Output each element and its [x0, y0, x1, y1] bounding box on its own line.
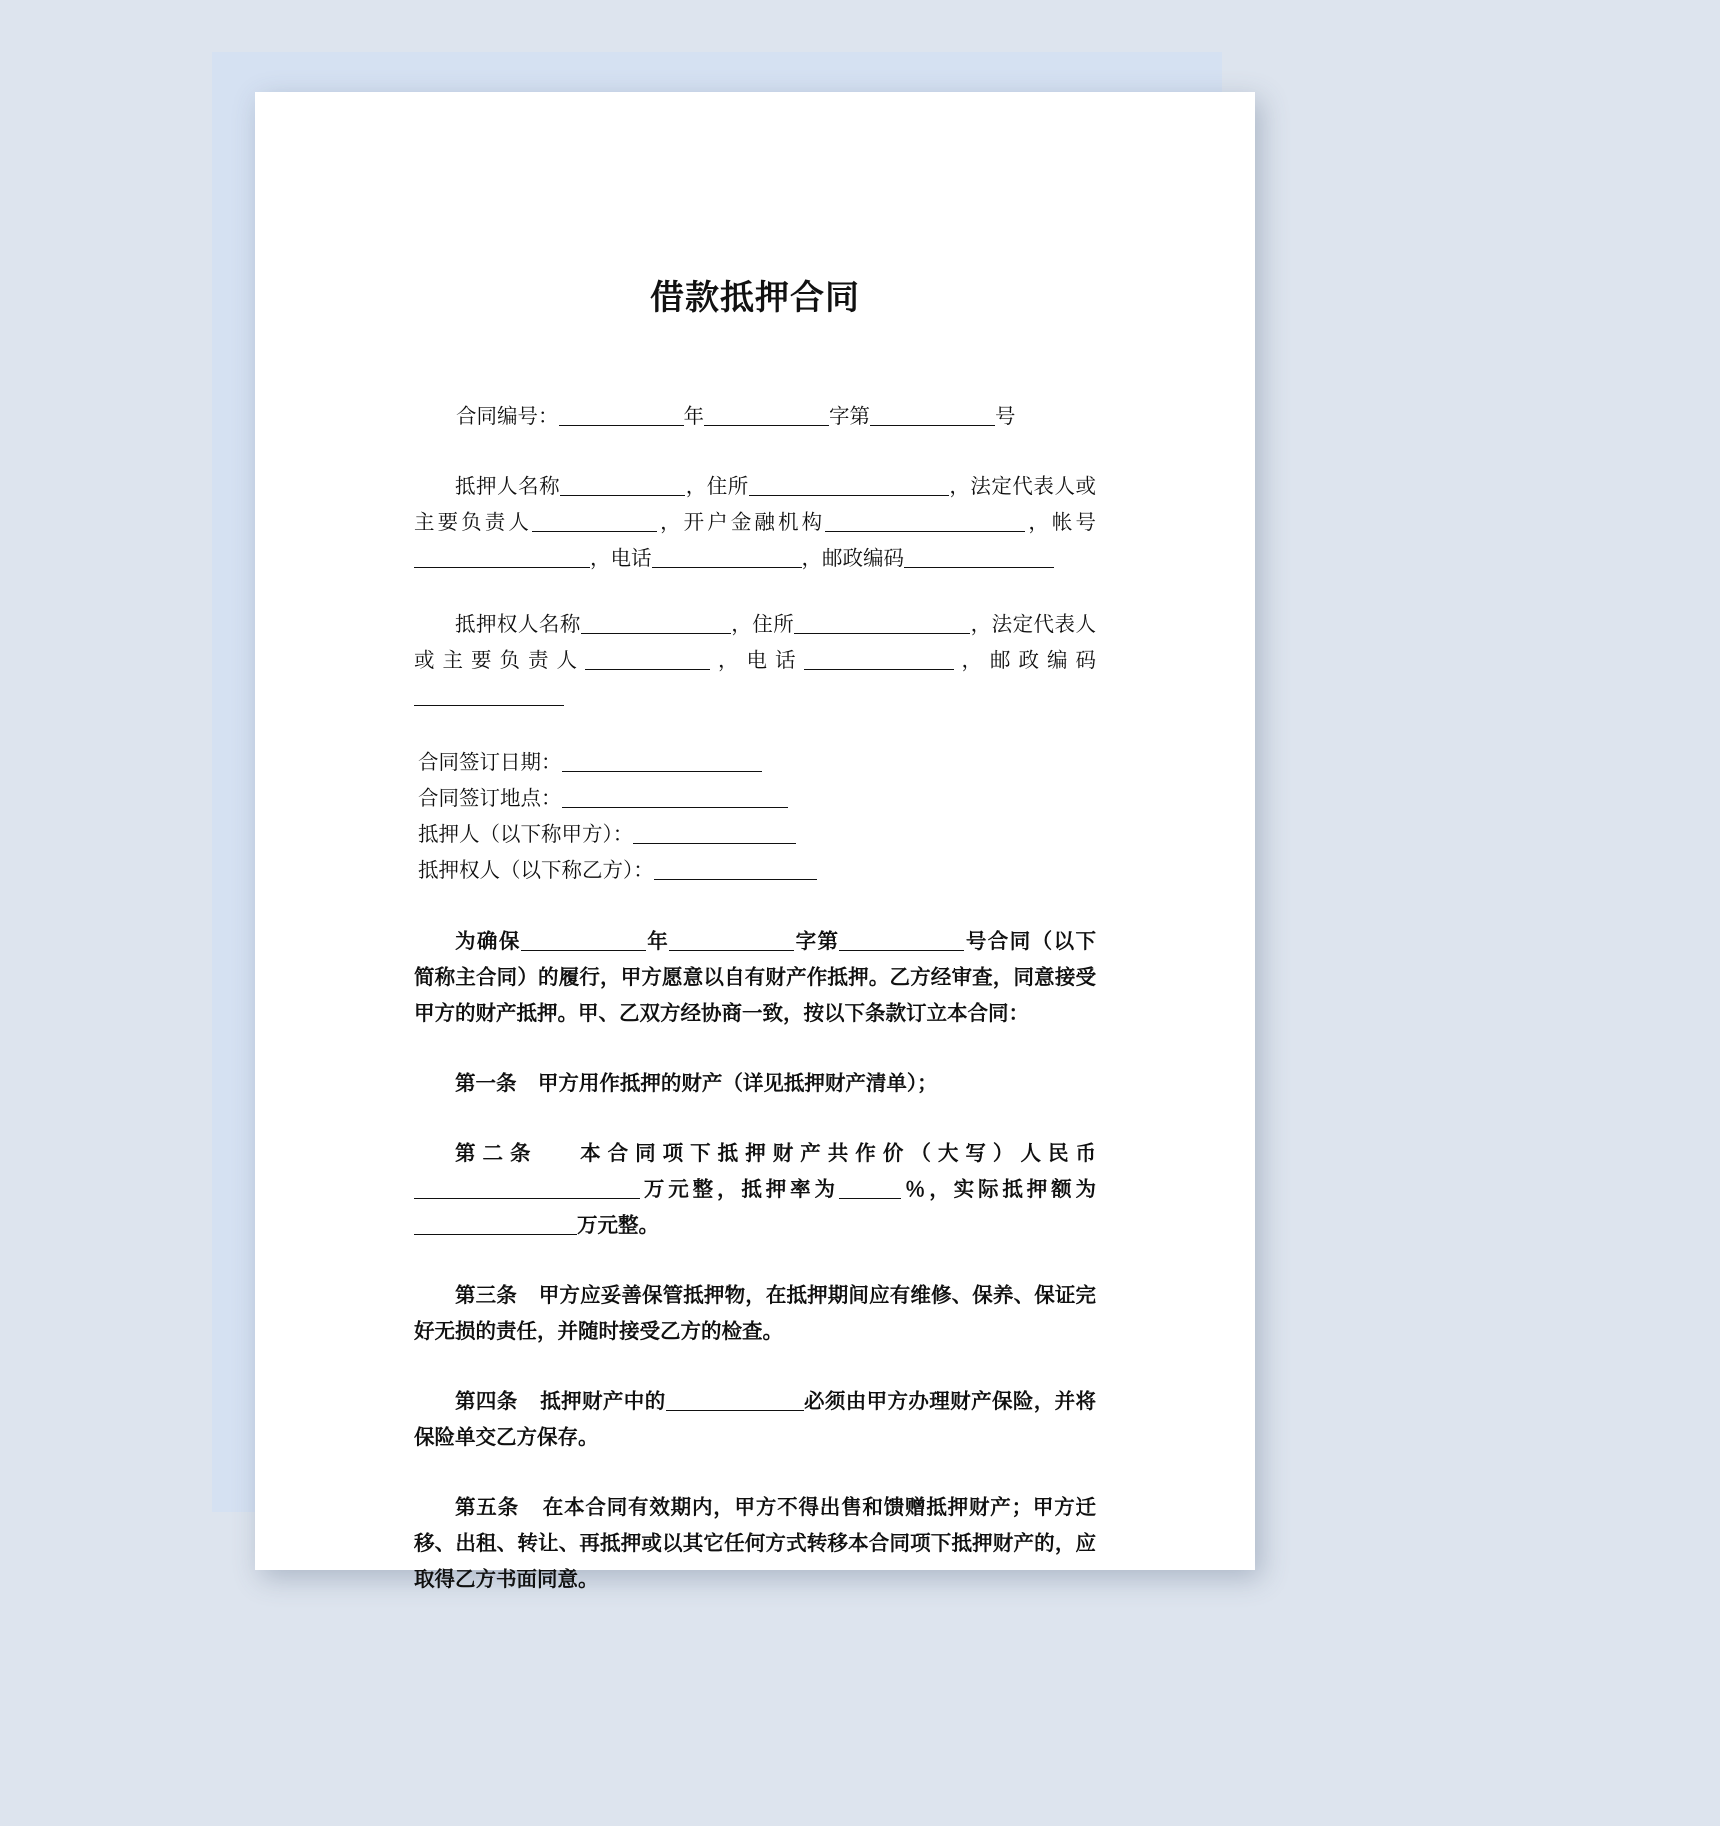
mortgagor-address-blank[interactable] [749, 475, 949, 497]
spacer [414, 435, 1096, 469]
spacer [414, 1031, 1096, 1065]
mortgagee-rep-label: ，法定代表人或主 [414, 614, 1096, 672]
mortgagee-phone-blank[interactable] [804, 649, 954, 671]
contract-number-unit: 号 [995, 406, 1016, 428]
clause-2-text-d: 万元整。 [577, 1213, 659, 1237]
document-page [255, 92, 1255, 1591]
preamble-lead: 为确保 [455, 929, 521, 953]
clause-1-text: 甲方用作抵押的财产（详见抵押财产清单）； [537, 1071, 938, 1095]
clause-2-text-b: 万元整，抵押率为 [640, 1177, 839, 1201]
mortgagee-rep-blank[interactable] [585, 649, 710, 671]
spacer [414, 715, 1096, 745]
clause-3-text: 甲方应妥善保管抵押物，在抵押期间应有维修、保养、保证完好无损的责任，并随时接受乙方的检查。 [414, 1283, 1096, 1343]
mortgagor-name-blank[interactable] [560, 475, 685, 497]
spacer [414, 1243, 1096, 1277]
clause-1-number: 第一条 [455, 1071, 517, 1095]
mortgagor-address-label: ，住所 [685, 476, 749, 498]
party-a-blank[interactable] [633, 823, 796, 845]
party-b-label: 抵押权人（以下称乙方）： [418, 860, 654, 882]
mortgagee-name-label: 抵押权人名称 [455, 614, 581, 636]
clause-2 [414, 1135, 1096, 1243]
preamble-serial-blank[interactable] [839, 930, 964, 952]
signing-date-line [414, 745, 1096, 781]
signing-date-label: 合同签订日期： [418, 752, 562, 774]
party-b-blank[interactable] [654, 859, 817, 881]
preamble-tail: 号合同（以下简称主合同）的履行，甲方愿意以自有财产作抵押。乙方经审查，同意接受甲方的财产抵押。甲、乙双方经协商一致，按以下条款订立本合同： [414, 929, 1097, 1025]
clause-2-value-blank[interactable] [414, 1178, 640, 1200]
clause-3 [414, 1277, 1096, 1349]
clause-4-text-a: 抵押财产中的 [540, 1389, 666, 1413]
document-content [414, 399, 1096, 1597]
clause-2-amount-blank[interactable] [414, 1214, 577, 1236]
mortgagor-rep-label-2: 责人 [484, 512, 532, 534]
preamble-paragraph [414, 923, 1096, 1031]
mortgagor-rep-blank[interactable] [532, 511, 657, 533]
contract-number-label: 合同编号： [456, 406, 559, 428]
preamble-year-blank[interactable] [521, 930, 646, 952]
spacer [414, 1349, 1096, 1383]
mortgagor-bank-label: ，开户金融机构 [656, 512, 826, 534]
mortgagor-account-blank[interactable] [414, 547, 590, 569]
clause-2-text-a: 本合同项下抵押财产共作价（大写）人民币 [580, 1141, 1096, 1165]
spacer [414, 1101, 1096, 1135]
mortgagee-paragraph [414, 607, 1096, 715]
mortgagor-bank-blank[interactable] [825, 511, 1025, 533]
clause-2-rate-blank[interactable] [839, 1178, 901, 1200]
party-a-label: 抵押人（以下称甲方）： [418, 824, 634, 846]
mortgagee-phone-label: ，电话 [710, 650, 804, 672]
mortgagee-postcode-blank[interactable] [414, 685, 564, 707]
mortgagor-phone-blank[interactable] [652, 547, 802, 569]
preamble-word-unit: 字第 [794, 929, 840, 953]
mortgagor-postcode-blank[interactable] [904, 547, 1054, 569]
mortgagor-phone-label: 电话 [610, 548, 652, 570]
contract-number-serial-blank[interactable] [870, 405, 995, 427]
clause-4 [414, 1383, 1096, 1455]
contract-number-word-blank[interactable] [704, 405, 829, 427]
mortgagor-rep-label: ，法定代表人或主要负 [414, 476, 1096, 534]
clause-1 [414, 1065, 1096, 1101]
party-b-line [414, 853, 1096, 889]
clause-3-number: 第三条 [455, 1283, 517, 1307]
signing-date-blank[interactable] [562, 751, 762, 773]
mortgagee-postcode-label: ，邮政编码 [953, 650, 1096, 672]
clause-4-item-blank[interactable] [666, 1390, 804, 1412]
party-a-line [414, 817, 1096, 853]
clause-2-number: 第二条 [455, 1141, 538, 1165]
spacer [414, 577, 1096, 607]
page-title: 借款抵押合同 [650, 279, 860, 317]
contract-number-year-blank[interactable] [559, 405, 684, 427]
signing-place-blank[interactable] [562, 787, 788, 809]
clause-5-number: 第五条 [455, 1495, 519, 1519]
preamble-word-blank[interactable] [669, 930, 794, 952]
mortgagee-address-label: ，住所 [730, 614, 795, 636]
mortgagee-name-blank[interactable] [581, 613, 731, 635]
clause-5-text: 在本合同有效期内，甲方不得出售和馈赠抵押财产；甲方迁移、出租、转让、再抵押或以其它任何方式转移本合同项下抵押财产的，应取得乙方书面同意。 [414, 1495, 1097, 1591]
contract-number-year-unit: 年 [683, 406, 704, 428]
mortgagor-account-label: ，帐号 [1025, 512, 1096, 534]
contract-number-word-unit: 字第 [829, 406, 870, 428]
mortgagor-paragraph [414, 469, 1096, 577]
mortgagor-postcode-label: ，邮政编码 [801, 548, 904, 570]
mortgagee-rep-label-2: 要负责人 [471, 650, 585, 672]
clause-2-text-c: ％，实际抵押额为 [900, 1177, 1097, 1201]
mortgagor-name-label: 抵押人名称 [455, 476, 561, 498]
clause-4-text-b: 必须由甲方办理财产保险，并将保险单交乙方保存。 [414, 1389, 1097, 1449]
signing-place-label: 合同签订地点： [418, 788, 562, 810]
signing-place-line [414, 781, 1096, 817]
document-body [255, 92, 1255, 1591]
clause-5 [414, 1489, 1096, 1597]
preamble-year-unit: 年 [645, 929, 670, 953]
clause-4-number: 第四条 [455, 1389, 518, 1413]
mortgagee-address-blank[interactable] [794, 613, 970, 635]
contract-number-line [414, 399, 1096, 435]
spacer [414, 1455, 1096, 1489]
mortgagor-comma: ， [590, 548, 611, 570]
signing-block [414, 745, 1096, 889]
spacer [414, 889, 1096, 923]
